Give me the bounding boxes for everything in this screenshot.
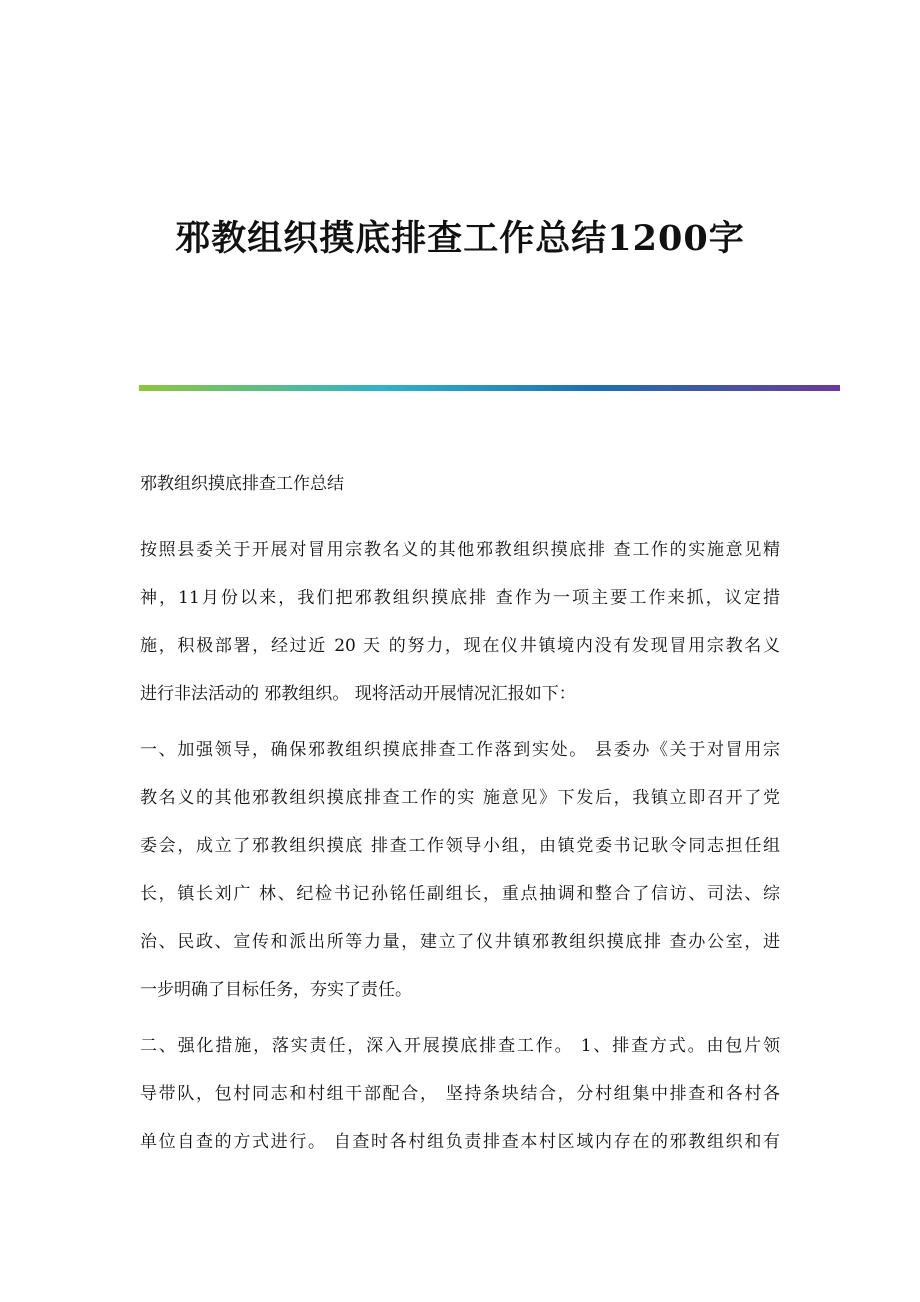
paragraph-line: 长，镇长刘广 林、纪检书记孙铭任副组长，重点抽调和整合了信访、司法、综	[140, 884, 780, 904]
paragraph-line: 神，11月份以来，我们把邪教组织摸底排 查作为一项主要工作来抓，议定措	[140, 588, 780, 608]
paragraph-line: 进行非法活动的 邪教组织。 现将活动开展情况汇报如下：	[140, 684, 576, 704]
paragraph-line: 一步明确了目标任务，夯实了责任。	[140, 980, 412, 1000]
paragraph-section-two	[140, 1022, 780, 1166]
paragraph-line: 单位自查的方式进行。 自查时各村组负责排查本村区域内存在的邪教组织和有	[140, 1132, 780, 1152]
paragraph-line: 教名义的其他邪教组织摸底排查工作的实 施意见》下发后，我镇立即召开了党	[140, 788, 780, 808]
title-divider	[139, 385, 840, 391]
paragraph-line: 按照县委关于开展对冒用宗教名义的其他邪教组织摸底排 查工作的实施意见精	[140, 540, 780, 560]
paragraph-intro	[140, 526, 780, 718]
paragraph-line: 二、强化措施，落实责任，深入开展摸底排查工作。 1、排查方式。由包片领	[140, 1036, 780, 1056]
paragraph-line: 一、加强领导，确保邪教组织摸底排查工作落到实处。 县委办《关于对冒用宗	[140, 740, 780, 760]
document-body	[140, 462, 780, 1174]
paragraph-section-one	[140, 726, 780, 1014]
document-subtitle: 邪教组织摸底排查工作总结	[140, 474, 344, 494]
paragraph-line: 施，积极部署，经过近 20 天 的努力，现在仪井镇境内没有发现冒用宗教名义	[140, 636, 780, 656]
paragraph-line: 委会，成立了邪教组织摸底 排查工作领导小组，由镇党委书记耿令同志担任组	[140, 836, 780, 856]
document-title: 邪教组织摸底排查工作总结1200字	[175, 218, 745, 259]
paragraph-line: 治、民政、宣传和派出所等力量，建立了仪井镇邪教组织摸底排 查办公室，进	[140, 932, 780, 952]
paragraph-line: 导带队，包村同志和村组干部配合， 坚持条块结合，分村组集中排查和各村各	[140, 1084, 780, 1104]
